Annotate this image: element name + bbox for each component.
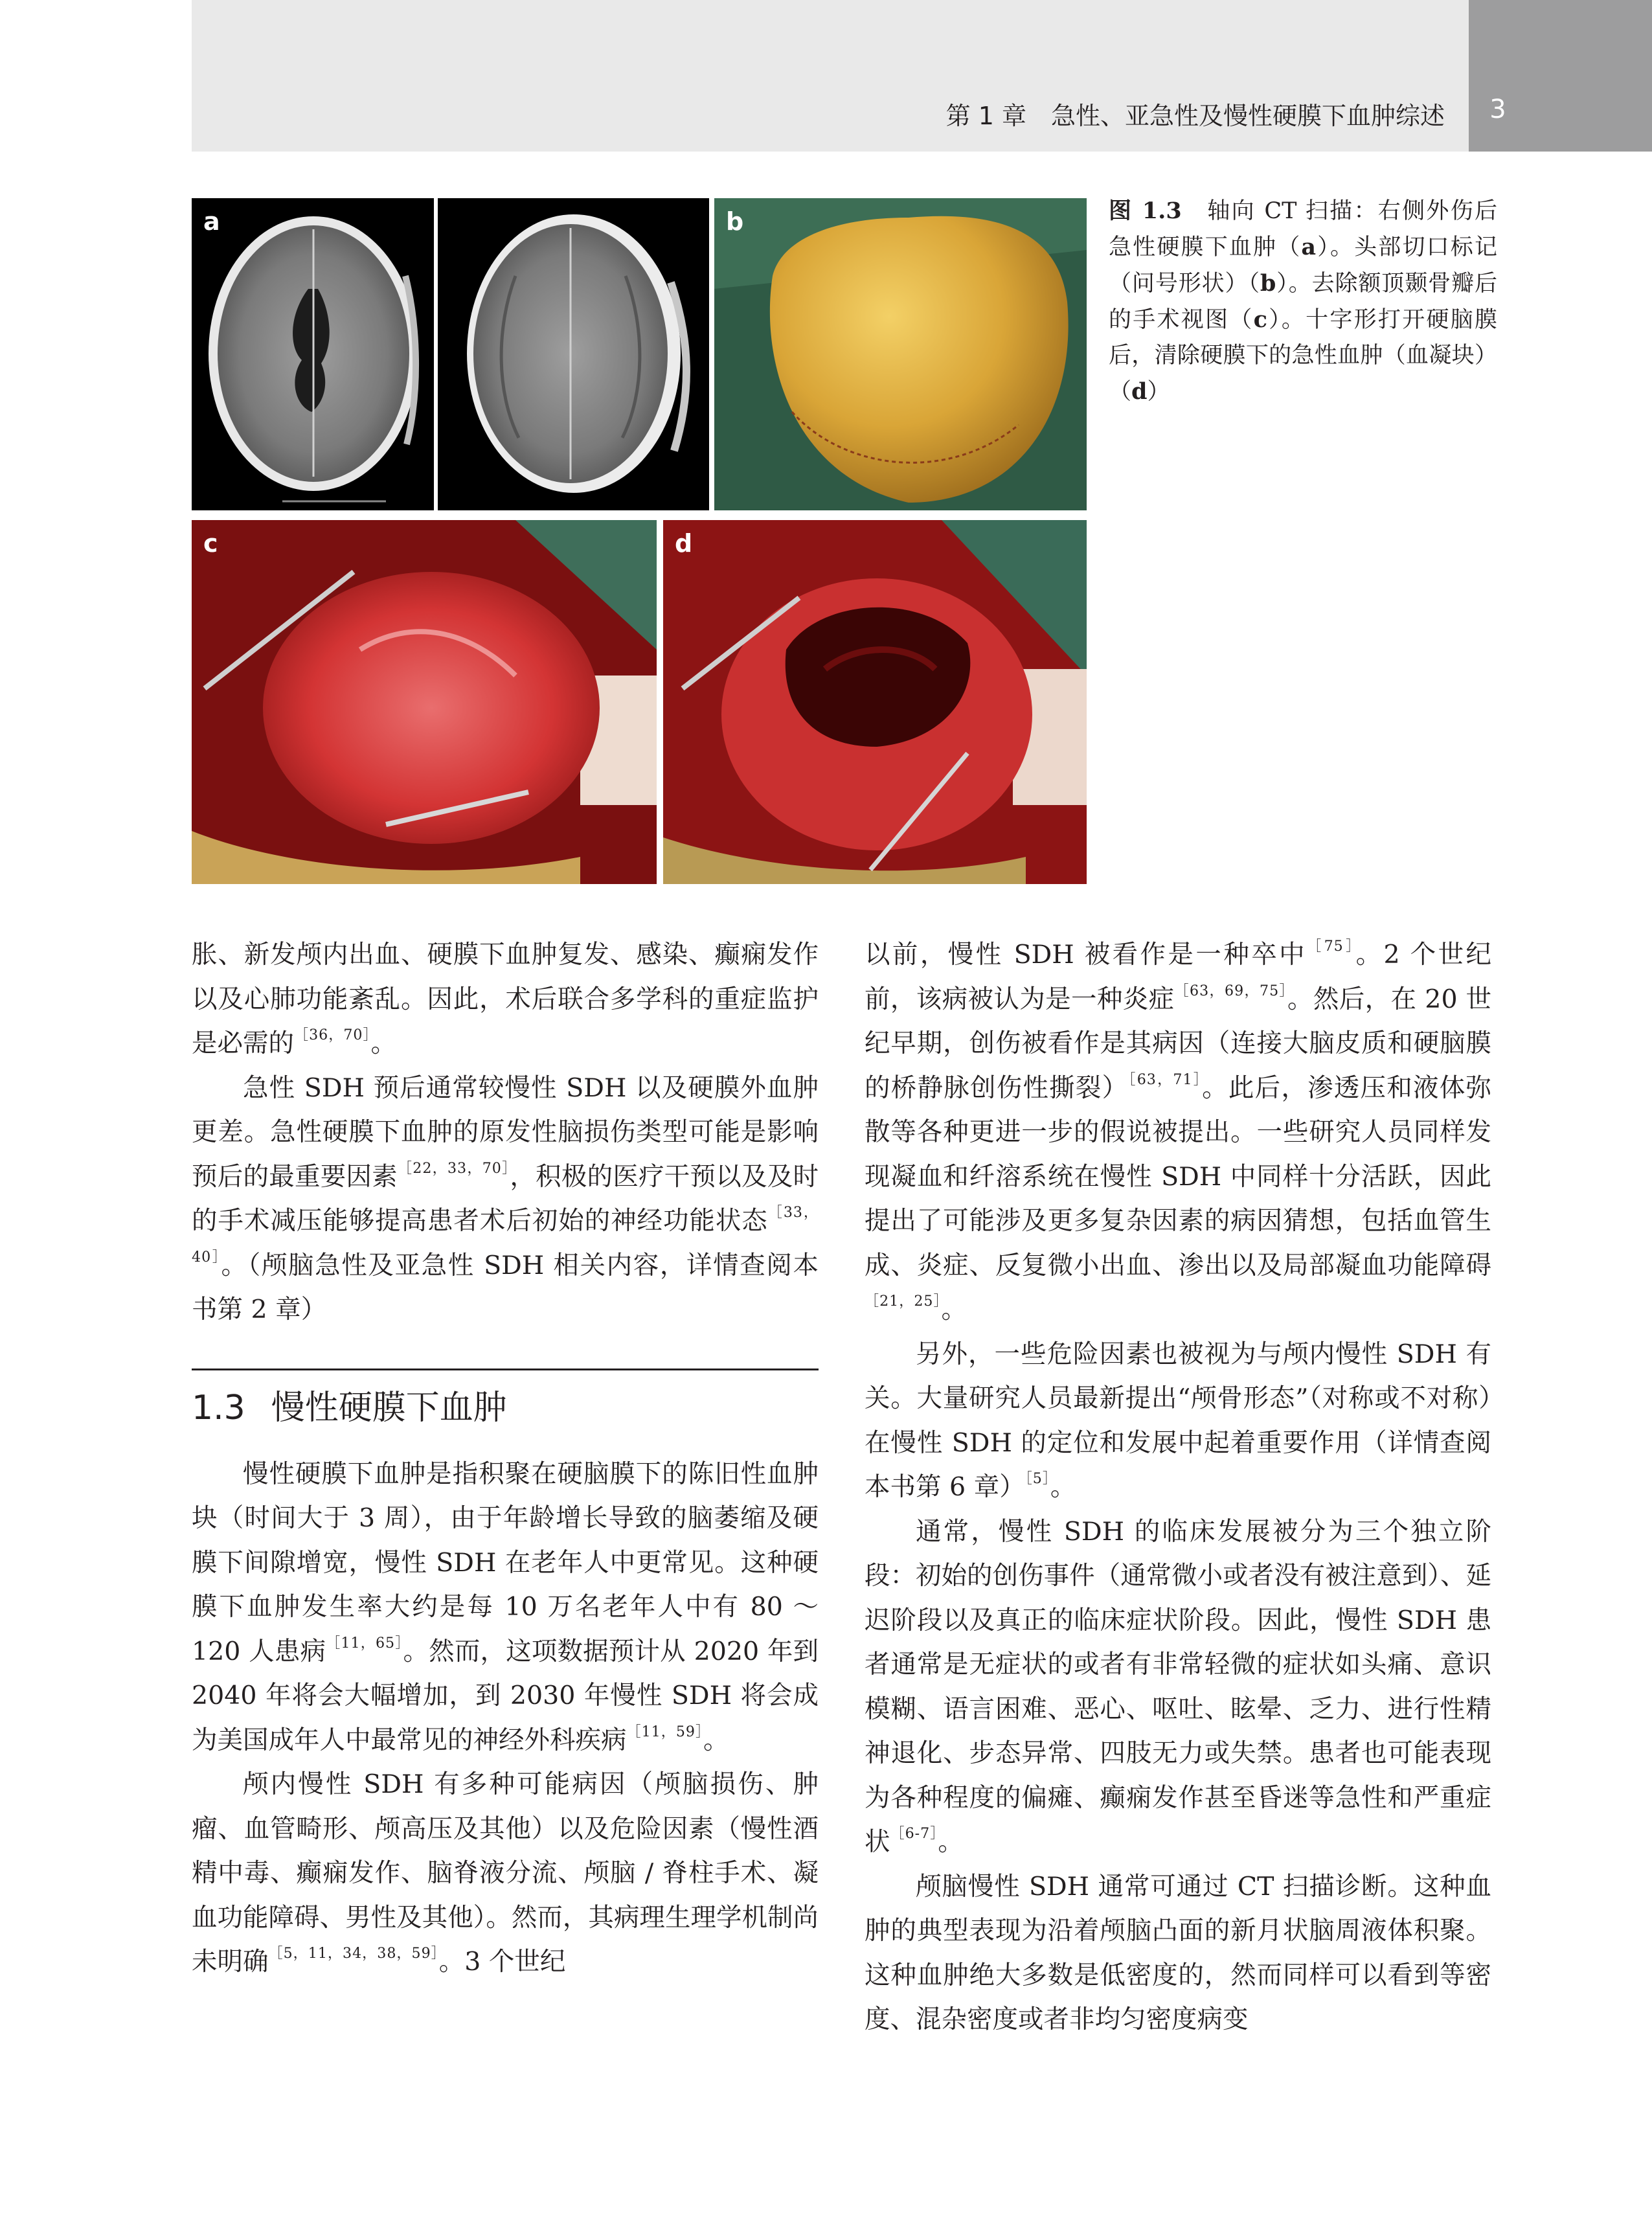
paragraph [865, 933, 1491, 1332]
text-run: 胀、新发颅内出血、硬膜下血肿复发、感染、癫痫发作以及心肺功能紊乱。因此，术后联合多学科的重症监护是必需的 [192, 940, 819, 1058]
hematoma-removal-photo [663, 520, 1087, 884]
surgical-view-photo [192, 520, 657, 884]
right-paragraphs [865, 933, 1491, 2042]
figure-panel-d [663, 520, 1087, 884]
panel-label-d: d [675, 529, 693, 558]
text-run: 慢性硬膜下血肿是指积聚在硬脑膜下的陈旧性血肿块（时间大于 3 周），由于年龄增长导致的脑萎缩及硬膜下间隙增宽，慢性 SDH 在老年人中更常见。这种硬膜下血肿发生率大约是每 10 万名老年人中有 80 ～ 120 人患病 [192, 1459, 819, 1666]
panel-label-c: c [203, 529, 218, 558]
text-run: ，积极的医疗干预以及及时的手术减压能够提高患者术后初始的神经功能状态 [192, 1161, 819, 1236]
text-run: 。3 个世纪 [438, 1947, 566, 1977]
left-paragraphs [192, 933, 819, 1332]
text-run: 另外，一些危险因素也被视为与颅内慢性 SDH 有关。大量研究人员最新提出“颅骨形态”（对称或不对称）在慢性 SDH 的定位和发展中起着重要作用（详情查阅本书第 6 章） [865, 1339, 1491, 1502]
paragraph [865, 1332, 1491, 1510]
page-tab [1469, 0, 1652, 152]
left-column [192, 933, 819, 1984]
figure-number: 图 1.3 [1109, 198, 1182, 224]
text-run: ） [1147, 379, 1170, 405]
section-title: 慢性硬膜下血肿 [271, 1388, 507, 1427]
text-run: ）。十字形打开硬脑膜后，清除硬膜下的急性血肿（血凝块）（ [1109, 307, 1497, 405]
page-number: 3 [1489, 95, 1506, 124]
figure-caption [1109, 193, 1497, 410]
text-run: 通常，慢性 SDH 的临床发展被分为三个独立阶段：初始的创伤事件（通常微小或者没有被注意到）、延迟阶段以及真正的临床症状阶段。因此，慢性 SDH 患者通常是无症状的或者有非常轻微的症状如头痛、意识模糊、语言困难、恶心、呕吐、眩晕、乏力、进行性精神退化、步态异常、四肢无力或失禁。患者也可能表现为各种程度的偏瘫、癫痫发作甚至昏迷等急性和严重症状 [865, 1516, 1491, 1857]
paragraph [192, 1452, 819, 1763]
text-run: 。 [1050, 1472, 1076, 1502]
text-run: 。然后，在 20 世纪早期，创伤被看作是其病因（连接大脑皮质和硬脑膜的桥静脉创伤性撕裂） [865, 984, 1492, 1103]
text-run: 。此后，渗透压和液体弥散等各种更进一步的假说被提出。一些研究人员同样发现凝血和纤溶系统在慢性 SDH 中同样十分活跃，因此提出了可能涉及更多复杂因素的病因猜想，包括血管生成、炎症、反复微小出血、渗出以及局部凝血功能障碍 [865, 1073, 1492, 1280]
text-run: a [1301, 234, 1317, 260]
citation: ［33，40］ [192, 1204, 819, 1266]
citation: ［75］ [1307, 938, 1356, 955]
text-run: 颅内慢性 SDH 有多种可能病因（颅脑损伤、肿瘤、血管畸形、颅高压及其他）以及危险因素（慢性酒精中毒、癫痫发作、脑脊液分流、颅脑 / 脊柱手术、凝血功能障碍、男性及其他）。然而，其病理生理学机制尚未明确 [192, 1769, 819, 1977]
citation: ［63，69，75］ [1174, 982, 1287, 999]
citation: ［5，11，34，38，59］ [268, 1945, 439, 1962]
paragraph [865, 1510, 1491, 1865]
text-run: 。 [370, 1028, 397, 1058]
text-run: b [1260, 270, 1276, 297]
section-number: 1.3 [192, 1388, 245, 1427]
text-run: 。（颅脑急性及亚急性 SDH 相关内容，详情查阅本书第 2 章） [192, 1250, 819, 1324]
text-run: 急性 SDH 预后通常较慢性 SDH 以及硬膜外血肿更差。急性硬膜下血肿的原发性脑损伤类型可能是影响预后的最重要因素 [192, 1073, 819, 1192]
chapter-title: 第 1 章 急性、亚急性及慢性硬膜下血肿综述 [945, 102, 1445, 130]
figure-panel-b [714, 198, 1087, 510]
figure-panel-a [192, 198, 709, 510]
section-rule [192, 1369, 819, 1370]
citation: ［11，59］ [626, 1723, 704, 1740]
text-run: 以前，慢性 SDH 被看作是一种卒中 [865, 940, 1307, 970]
paragraph [192, 1762, 819, 1984]
paragraph [192, 933, 819, 1066]
citation: ［36，70］ [294, 1027, 371, 1044]
citation: ［11，65］ [326, 1634, 403, 1652]
text-run: 。 [938, 1827, 964, 1857]
citation: ［5］ [1024, 1470, 1050, 1488]
ct-scan-image [192, 198, 709, 510]
text-run: d [1131, 378, 1148, 405]
paragraph [192, 1066, 819, 1332]
panel-label-a: a [203, 207, 220, 236]
panel-label-b: b [726, 207, 744, 236]
citation: ［21，25］ [865, 1293, 942, 1310]
citation: ［63，71］ [1128, 1071, 1203, 1088]
text-run: 轴向 CT 扫描：右侧外伤后急性硬膜下血肿（ [1109, 198, 1497, 260]
text-run: 。2 个世纪前，该病被认为是一种炎症 [865, 940, 1492, 1014]
section-heading [192, 1378, 819, 1438]
head-incision-photo [714, 198, 1087, 510]
citation: ［6-7］ [890, 1825, 938, 1843]
caption-text [1109, 198, 1497, 405]
right-column [865, 933, 1491, 2042]
citation: ［22，33，70］ [397, 1159, 510, 1177]
text-run: c [1253, 306, 1267, 333]
left-paragraphs-after [192, 1452, 819, 1984]
text-run: ）。去除额顶颞骨瓣后的手术视图（ [1109, 271, 1497, 333]
figure-panel-c [192, 520, 657, 884]
text-run: 。 [703, 1725, 729, 1755]
text-run: ）。头部切口标记（问号形状）（ [1109, 234, 1497, 297]
text-run: 。然而，这项数据预计从 2020 年到 2040 年将会大幅增加，到 2030 年慢性 SDH 将会成为美国成年人中最常见的神经外科疾病 [192, 1636, 819, 1755]
text-run: 。 [941, 1295, 967, 1324]
text-run: 颅脑慢性 SDH 通常可通过 CT 扫描诊断。这种血肿的典型表现为沿着颅脑凸面的新月状脑周液体积聚。这种血肿绝大多数是低密度的，然而同样可以看到等密度、混杂密度或者非均匀密度病变 [865, 1871, 1491, 2034]
paragraph [865, 1865, 1491, 2042]
